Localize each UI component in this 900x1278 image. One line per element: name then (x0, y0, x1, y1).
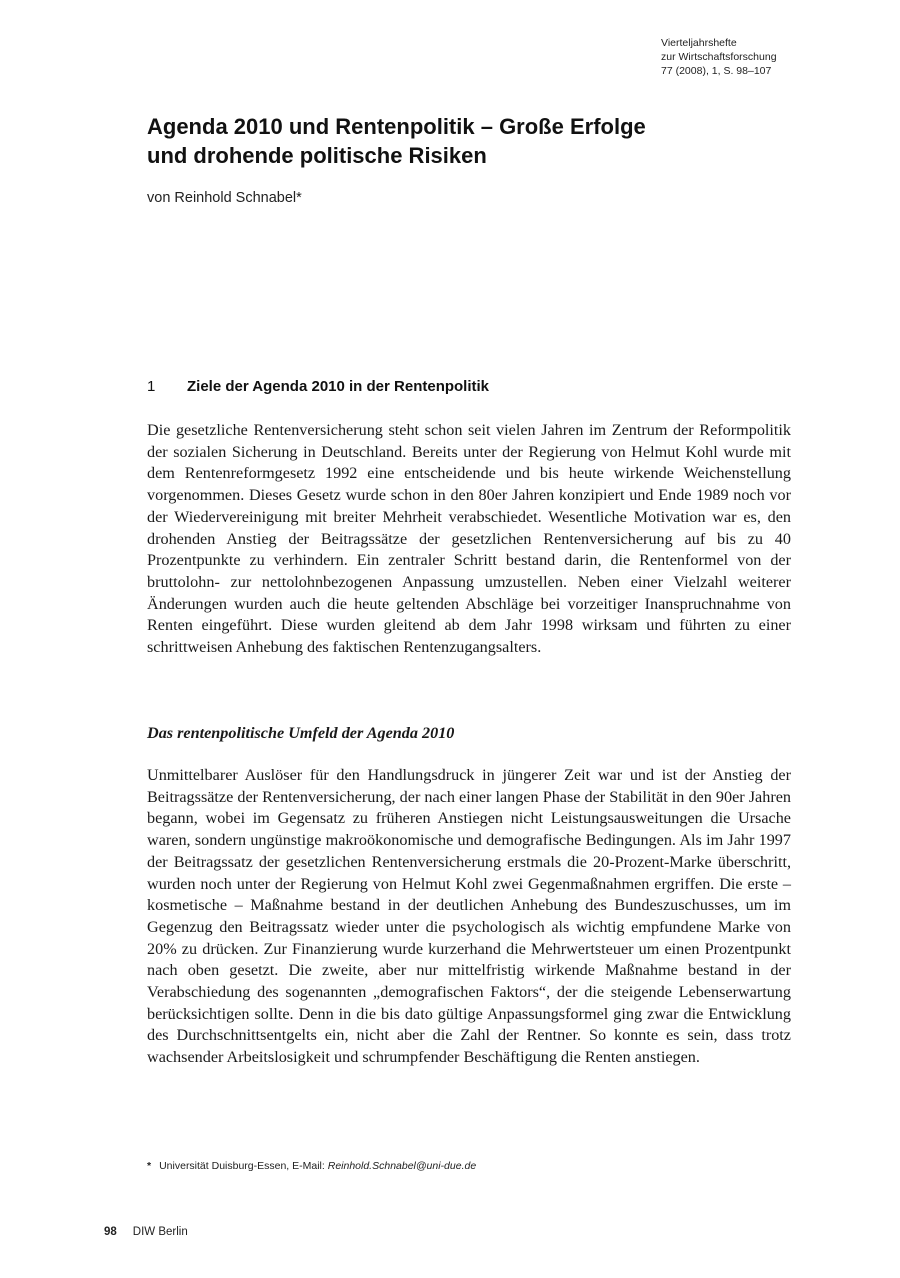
footnote-text: Universität Duisburg-Essen, E-Mail: (159, 1160, 328, 1172)
publisher-name: DIW Berlin (132, 1226, 188, 1238)
footnote (147, 1159, 476, 1173)
journal-name-line1: Vierteljahrshefte (661, 37, 737, 49)
footnote-marker: * (147, 1160, 152, 1172)
section-paragraph: Die gesetzliche Rentenversicherung steht schon seit vielen Jahren im Zentrum der Reformpolitik der sozialen Sicherung in Deutschland. Bereits unter der Regierung von Helmut Kohl wurde mit dem Rentenreformgesetz 1992 eine entscheidende und bis heute wirkende Weichenstellung vorgenommen. Dieses Gesetz wurde schon in den 80er Jahren konzipiert und Ende 1989 noch vor der Wiedervereinigung mit breiter Mehrheit verabschiedet. Wesentliche Motivation war es, den drohenden Anstieg der Beitragssätze der gesetzlichen Rentenversicherung auf bis zu 40 Prozentpunkte zu verhindern. Ein zentraler Schritt bestand darin, die Rentenformel von der bruttolohn- zur nettolohnbezogenen Anpassung umzustellen. Neben einer Vielzahl weiterer Änderungen wurden auch die heute geltenden Abschläge bei vorzeitiger Inanspruchnahme von Renten eingeführt. Diese wurden gleitend ab dem Jahr 1998 wirksam und führten zu einer schrittweisen Anhebung des faktischen Rentenzugangsalters. (147, 421, 791, 657)
footnote-email-link[interactable]: Reinhold.Schnabel@uni-due.de (327, 1160, 477, 1172)
page-number: 98 (104, 1226, 117, 1238)
article-title-line2: und drohende politische Risiken (147, 143, 487, 168)
journal-name-line2: zur Wirtschaftsforschung (661, 51, 777, 63)
subsection-paragraph: Unmittelbarer Auslöser für den Handlungsdruck in jüngerer Zeit war und ist der Anstieg der Beitragssätze der Rentenversicherung, der nach einer langen Phase der Stabilität in den 90er Jahren begann, wobei im Gegensatz zu früheren Anstiegen nicht Leistungsausweitungen die Ursache waren, sondern ungünstige makroökonomische und demografische Bedingungen. Als im Jahr 1997 der Beitragssatz der gesetzlichen Rentenversicherung erstmals die 20-Prozent-Marke überschritt, wurden noch unter der Regierung von Helmut Kohl zwei Gegenmaßnahmen ergriffen. Die erste – kosmetische – Maßnahme bestand in der deutlichen Anhebung des Bundeszuschusses, um im Gegenzug den Beitragssatz wieder unter die psychologisch als wichtig empfundene Marke von 20% zu drücken. Zur Finanzierung wurde kurzerhand die Mehrwertsteuer um einen Prozentpunkt nach oben gesetzt. Die zweite, aber nur mittelfristig wirkende Maßnahme bestand in der Verabschiedung des sogenannten „demografischen Faktors“, der die steigende Lebenserwartung berücksichtigen sollte. Denn in die bis dato gültige Anpassungsformel ging zwar die Entwicklung des Durchschnittsentgelts ein, nicht aber die Zahl der Rentner. So konnte es sein, dass trotz wachsender Arbeitslosigkeit und schrumpfender Beschäftigung die Renten anstiegen. (147, 766, 791, 1067)
section-title: Ziele der Agenda 2010 in der Rentenpolitik (187, 378, 490, 395)
journal-citation: 77 (2008), 1, S. 98–107 (661, 65, 772, 77)
article-author: von Reinhold Schnabel* (147, 190, 302, 206)
section-number: 1 (147, 378, 156, 395)
journal-reference (661, 36, 861, 78)
section-heading (147, 377, 489, 397)
article-title-line1: Agenda 2010 und Rentenpolitik – Große Erfolge (147, 114, 646, 139)
subsection-heading: Das rentenpolitische Umfeld der Agenda 2010 (147, 724, 455, 742)
page-footer (104, 1225, 188, 1239)
article-title (147, 112, 787, 170)
